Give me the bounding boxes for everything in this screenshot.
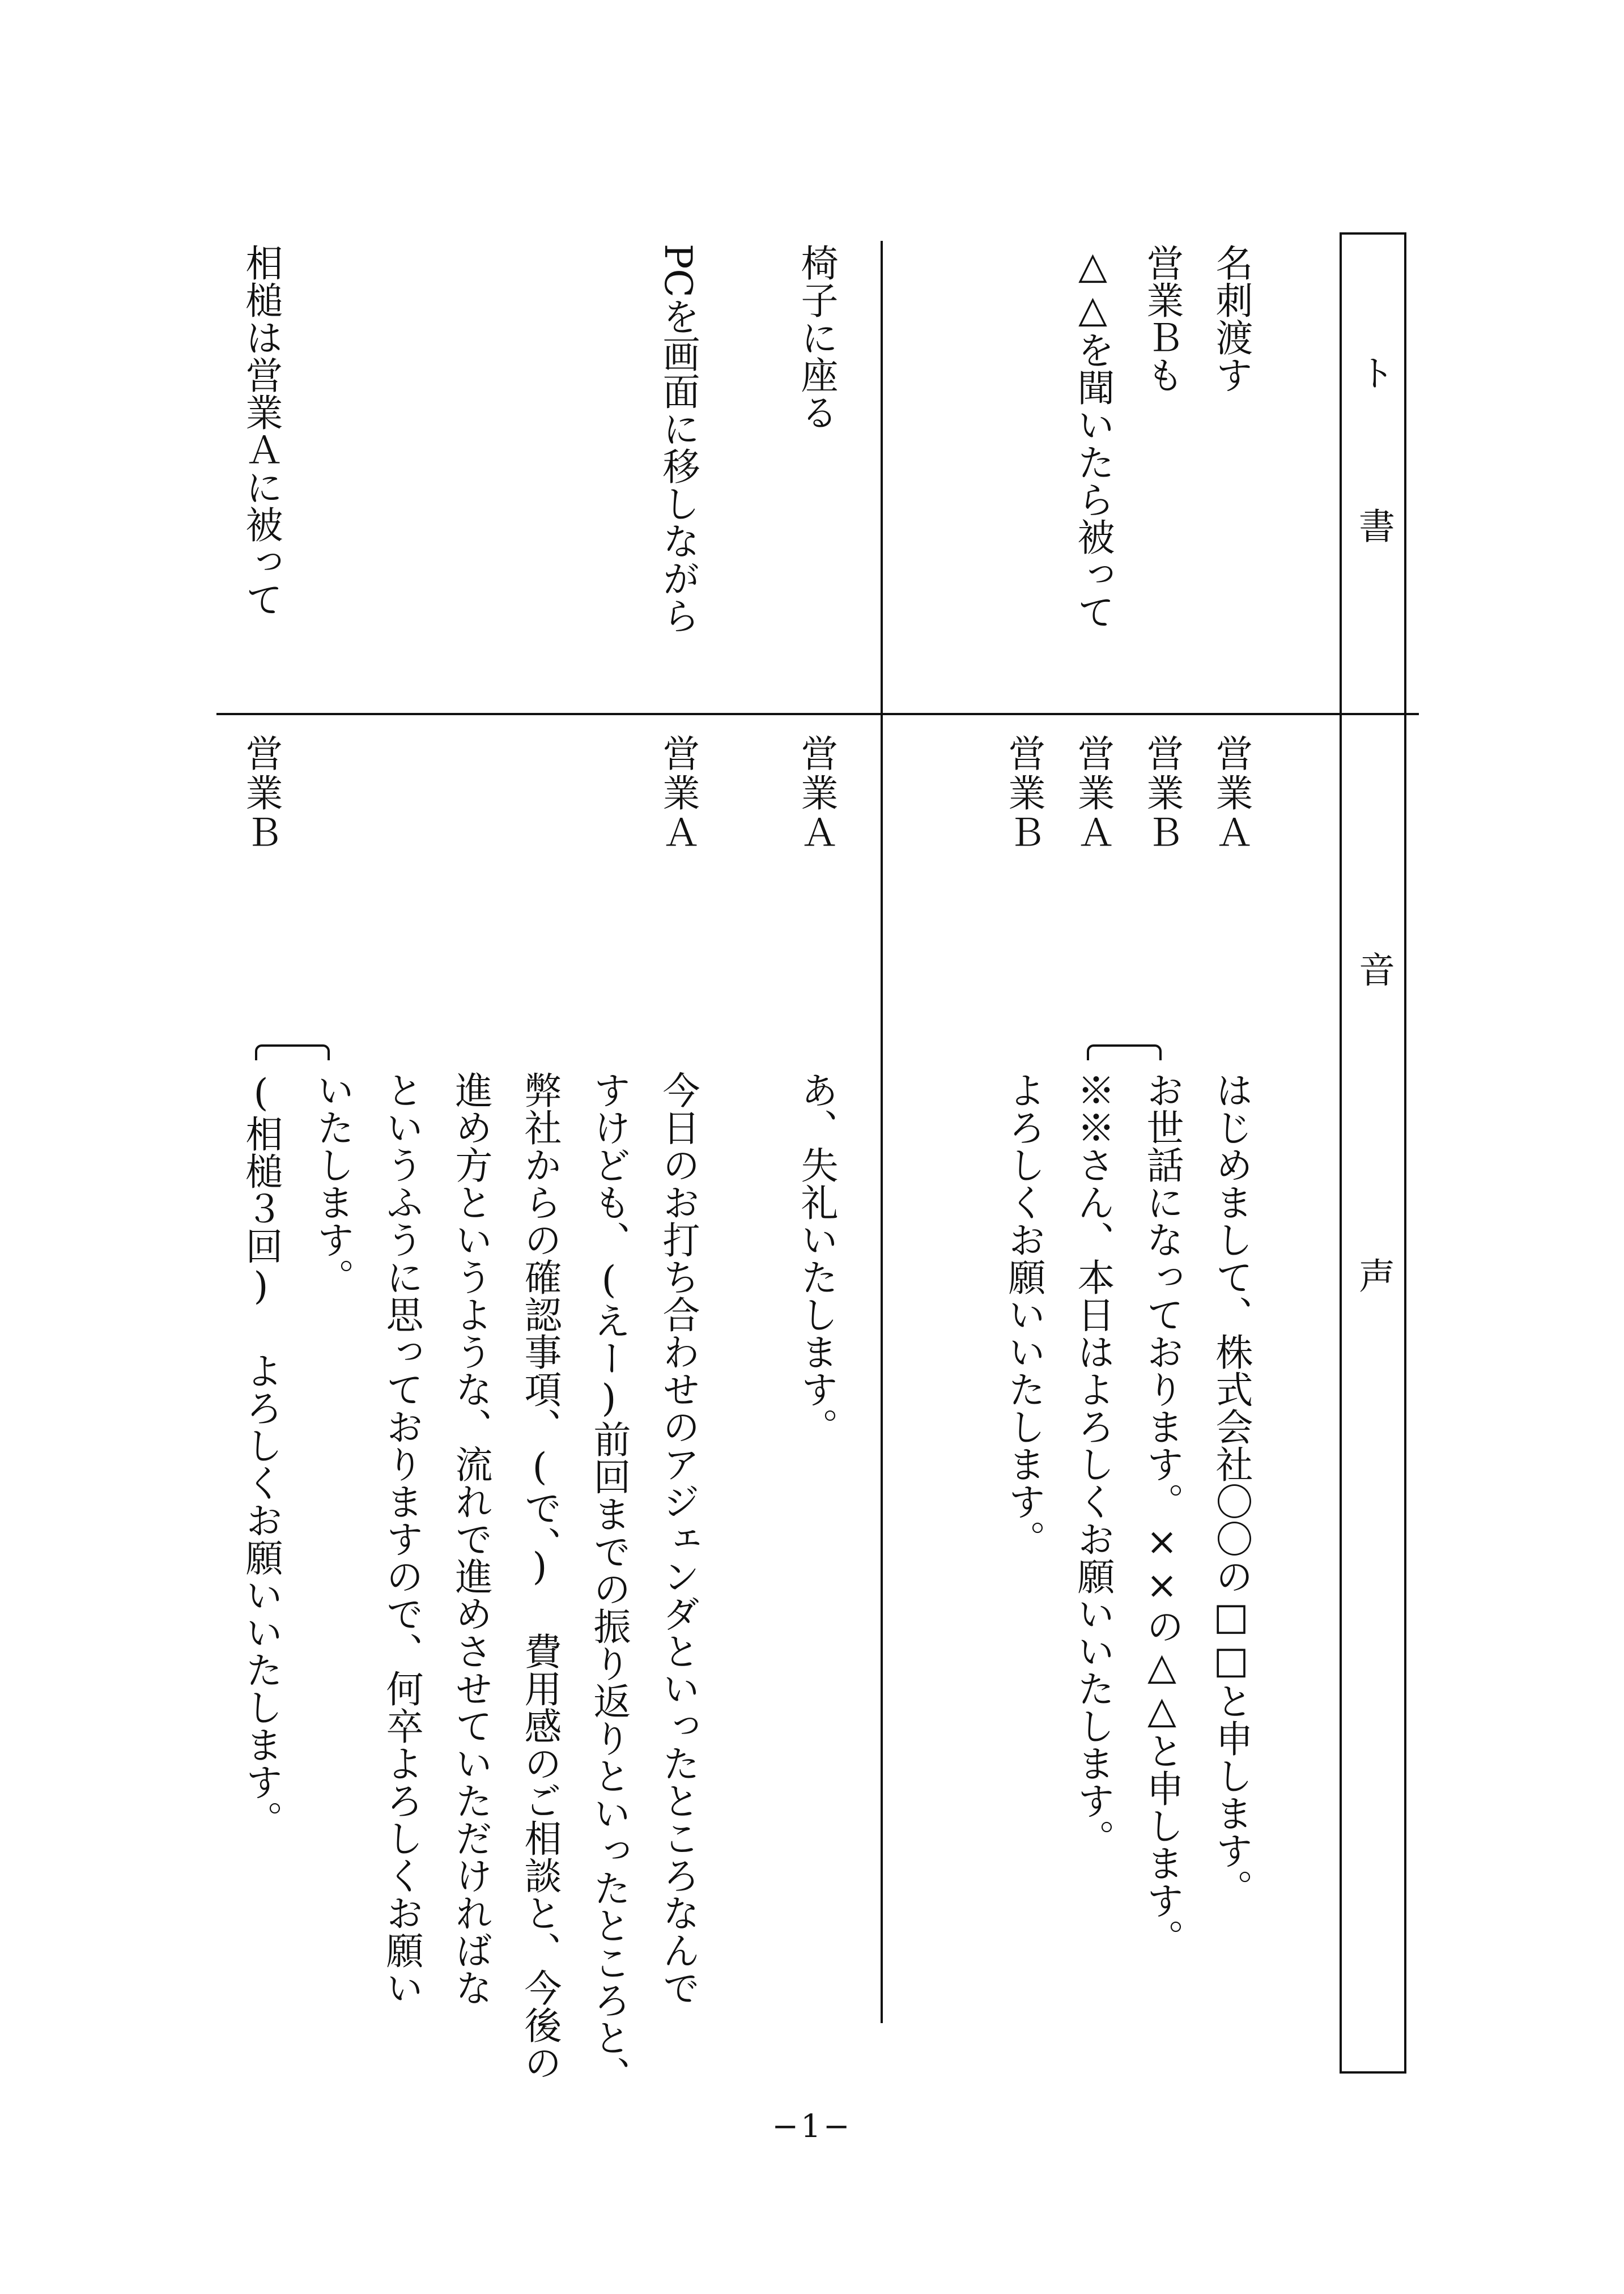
speaker-label: 営業Ａ bbox=[794, 734, 838, 853]
dialogue-line: ※※さん、本日はよろしくお願いいたします。 bbox=[1071, 1071, 1115, 1857]
dialogue-line: というふうに思っておりますので、何卒よろしくお願い bbox=[380, 1071, 423, 2006]
dialogue-line: いたします。 bbox=[311, 1071, 354, 1295]
speaker-label: 営業Ａ bbox=[656, 734, 700, 853]
stage-direction: 相槌は営業Ａに被って bbox=[239, 244, 283, 618]
speaker-label: 営業Ａ bbox=[1071, 734, 1115, 853]
page-number: −1− bbox=[772, 2108, 852, 2145]
dialogue-line: よろしくお願いいたします。 bbox=[1002, 1071, 1045, 1557]
dialogue-line: 弊社からの確認事項、(で、) 費用感のご相談と、今後の bbox=[518, 1071, 562, 2081]
speaker-label: 営業Ｂ bbox=[1002, 734, 1045, 853]
scene-divider-line bbox=[881, 241, 883, 2023]
header-audio-char2: 声 bbox=[1353, 1257, 1395, 1293]
dialogue-line: はじめまして、株式会社〇〇の□□と申します。 bbox=[1209, 1071, 1253, 1906]
header-box-top bbox=[1340, 232, 1406, 235]
stage-direction: 椅子に座る bbox=[794, 244, 838, 431]
header-box-right bbox=[1404, 232, 1406, 2074]
speaker-label: 営業Ｂ bbox=[239, 734, 283, 853]
stage-direction: 営業Ｂも bbox=[1140, 244, 1184, 393]
dialogue-line: (相槌３回) よろしくお願いいたします。 bbox=[239, 1071, 283, 1838]
stage-direction: △△を聞いたら被って bbox=[1071, 244, 1115, 630]
header-stage-directions-char2: 書 bbox=[1353, 507, 1395, 543]
header-stage-directions-char1: ト bbox=[1353, 354, 1395, 390]
speaker-label: 営業Ａ bbox=[1209, 734, 1253, 853]
stage-direction: 名刺渡す bbox=[1209, 244, 1253, 393]
speaker-label: 営業Ｂ bbox=[1140, 734, 1184, 853]
header-box-left bbox=[1340, 232, 1342, 2074]
header-audio-char1: 音 bbox=[1353, 951, 1395, 987]
dialogue-line: すけども、(えー)前回までの振り返りといったところと、 bbox=[587, 1071, 631, 2093]
dialogue-line: お世話になっております。××の△△と申します。 bbox=[1140, 1071, 1184, 1956]
section-divider-line bbox=[216, 713, 1419, 715]
stage-direction: PCを画面に移しながら bbox=[656, 244, 700, 634]
overlap-bracket bbox=[255, 1044, 330, 1060]
dialogue-line: 進め方というような、流れで進めさせていただければな bbox=[449, 1071, 492, 2006]
header-box-bottom bbox=[1340, 2071, 1406, 2074]
dialogue-line: 今日のお打ち合わせのアジェンダといったところなんで bbox=[656, 1071, 700, 2006]
overlap-bracket bbox=[1087, 1044, 1162, 1060]
dialogue-line: あ、失礼いたします。 bbox=[794, 1071, 838, 1445]
